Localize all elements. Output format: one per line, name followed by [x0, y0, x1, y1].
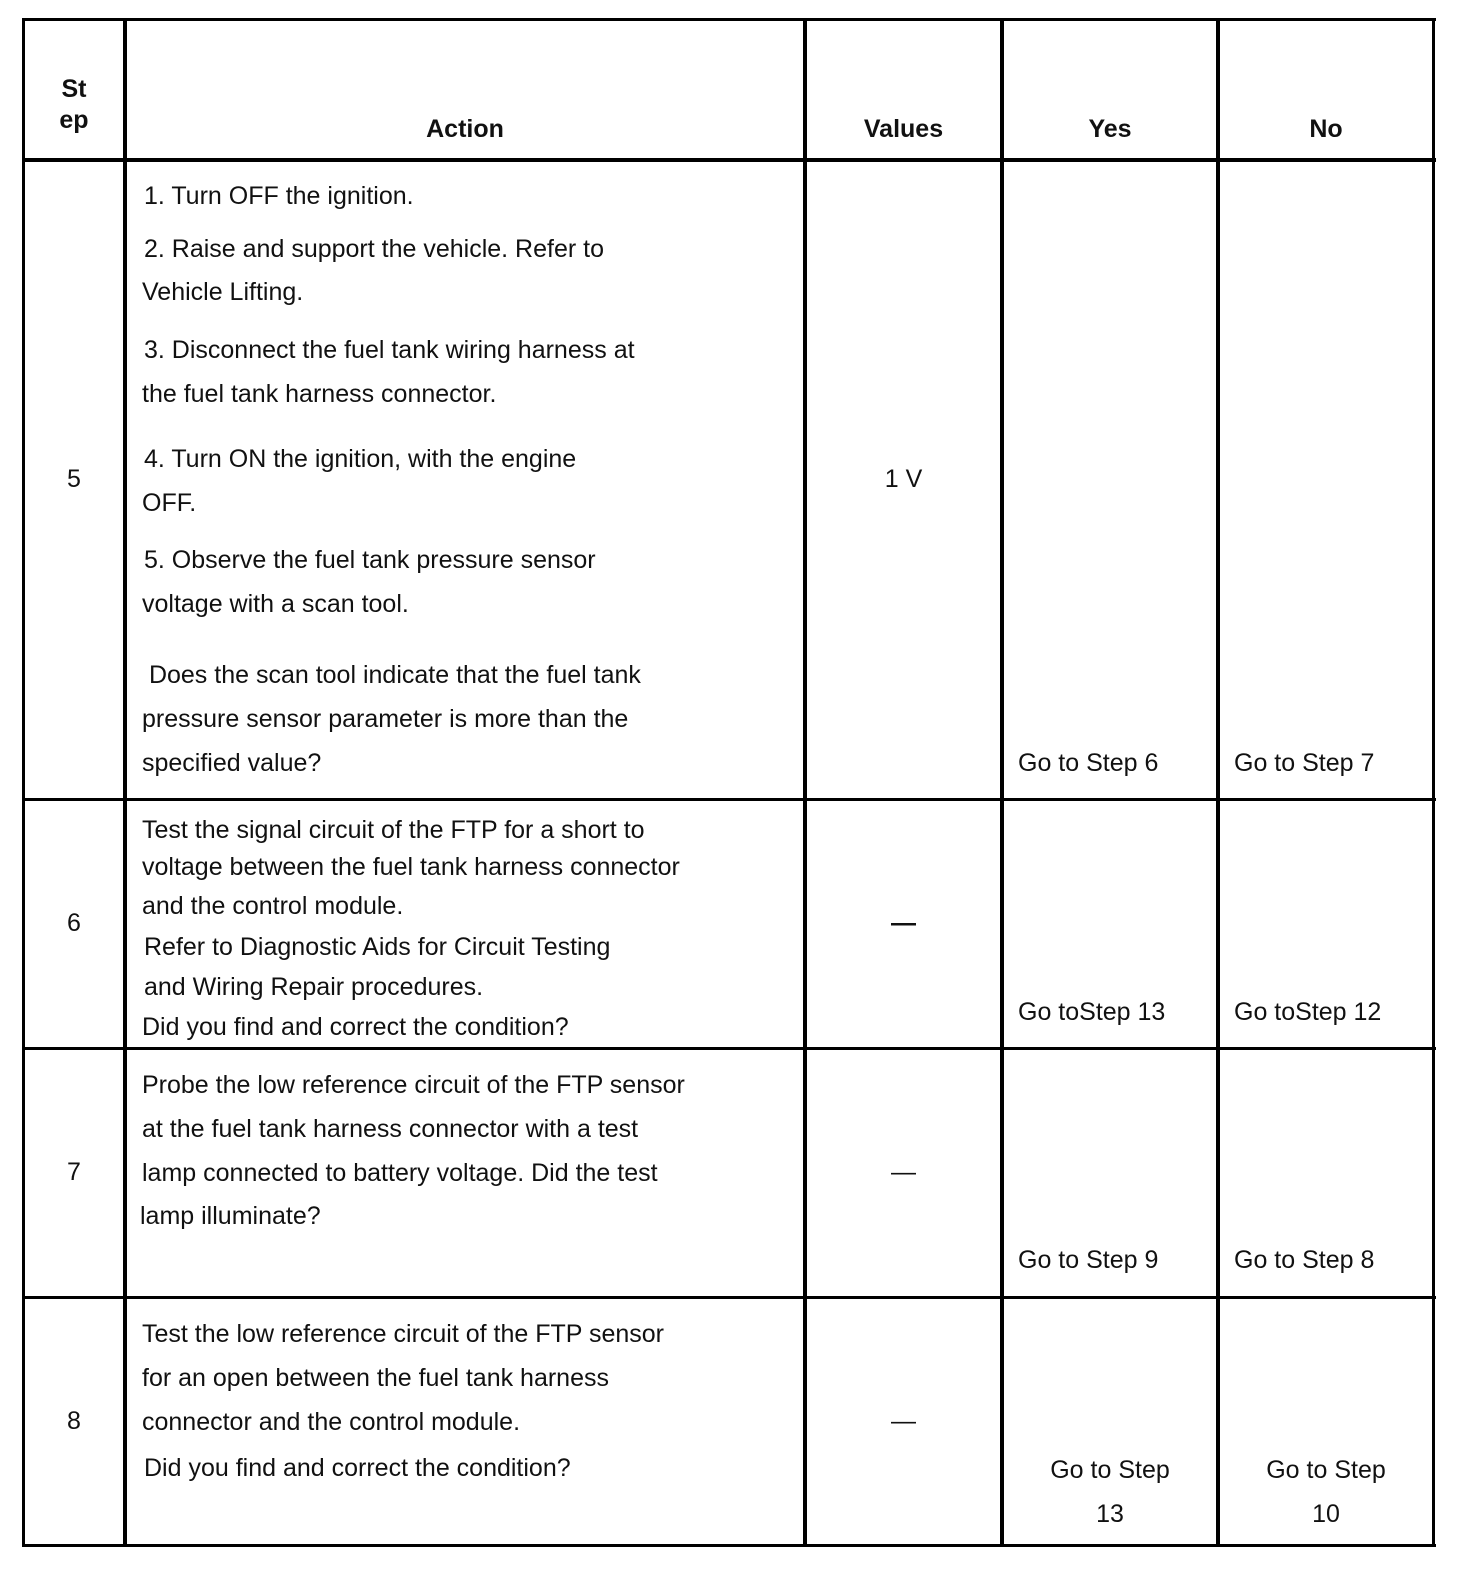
- rule-row5: [22, 798, 1436, 801]
- yes-goto: Go toStep 13: [1018, 998, 1166, 1026]
- value: —: [891, 909, 916, 938]
- rule-row6: [22, 1047, 1436, 1050]
- action-line: and the control module.: [142, 892, 404, 920]
- action-line: Test the signal circuit of the FTP for a short to: [142, 816, 645, 844]
- action-line: 4. Turn ON the ignition, with the engine: [144, 445, 577, 473]
- header-no: No: [1309, 115, 1343, 143]
- no-goto: Go toStep 12: [1234, 998, 1382, 1026]
- value: —: [891, 1158, 916, 1187]
- rule-header: [22, 158, 1436, 162]
- action-line: Test the low reference circuit of the FTP sensor: [142, 1320, 664, 1348]
- action-line: Did you find and correct the condition?: [142, 1013, 569, 1041]
- header-yes: Yes: [1088, 115, 1132, 143]
- yes-goto: Go to Step 6: [1018, 749, 1159, 777]
- rule-right: [1432, 18, 1435, 1547]
- value: —: [891, 1406, 916, 1435]
- step-number: 8: [67, 1406, 81, 1435]
- action-line: at the fuel tank harness connector with a test: [142, 1115, 639, 1143]
- action-line: voltage between the fuel tank harness connector: [142, 853, 680, 881]
- rule-row7: [22, 1296, 1436, 1299]
- yes-goto: Go to Step 13: [1050, 1456, 1170, 1528]
- yes-goto: Go to Step 9: [1018, 1246, 1159, 1274]
- action-line: the fuel tank harness connector.: [142, 380, 497, 408]
- action-line: lamp connected to battery voltage. Did the test: [142, 1159, 658, 1187]
- action-line: 5. Observe the fuel tank pressure sensor: [144, 546, 596, 574]
- action-line: OFF.: [142, 489, 197, 517]
- action-line: specified value?: [142, 749, 322, 777]
- no-goto: Go to Step 10: [1266, 1456, 1386, 1528]
- action-line: 3. Disconnect the fuel tank wiring harness at: [144, 336, 635, 364]
- action-line: 1. Turn OFF the ignition.: [144, 182, 414, 210]
- value: 1 V: [884, 465, 923, 494]
- action-line: pressure sensor parameter is more than the: [142, 705, 629, 733]
- rule-values-yes: [1000, 18, 1004, 1547]
- rule-top: [22, 18, 1436, 21]
- action-line: Vehicle Lifting.: [142, 278, 304, 306]
- action-line: 2. Raise and support the vehicle. Refer to: [144, 235, 604, 263]
- action-line: for an open between the fuel tank harness: [142, 1364, 609, 1392]
- rule-bottom: [22, 1544, 1436, 1547]
- step-number: 7: [67, 1158, 81, 1187]
- action-line: Refer to Diagnostic Aids for Circuit Testing: [144, 933, 611, 961]
- action-line: voltage with a scan tool.: [142, 590, 409, 618]
- action-line: connector and the control module.: [142, 1408, 521, 1436]
- rule-yes-no: [1216, 18, 1220, 1547]
- no-goto: Go to Step 7: [1234, 749, 1375, 777]
- no-goto: Go to Step 8: [1234, 1246, 1375, 1274]
- action-line: Probe the low reference circuit of the FTP sensor: [142, 1071, 685, 1099]
- step-number: 6: [67, 909, 81, 938]
- header-action: Action: [426, 115, 504, 143]
- header-values: Values: [863, 115, 944, 143]
- rule-step-action: [123, 18, 127, 1547]
- action-line: lamp illuminate?: [140, 1202, 321, 1230]
- action-line: Does the scan tool indicate that the fuel tank: [142, 661, 641, 689]
- header-step: St ep: [59, 75, 89, 135]
- action-line: Did you find and correct the condition?: [144, 1454, 571, 1482]
- action-line: and Wiring Repair procedures.: [144, 973, 484, 1001]
- step-number: 5: [67, 465, 81, 494]
